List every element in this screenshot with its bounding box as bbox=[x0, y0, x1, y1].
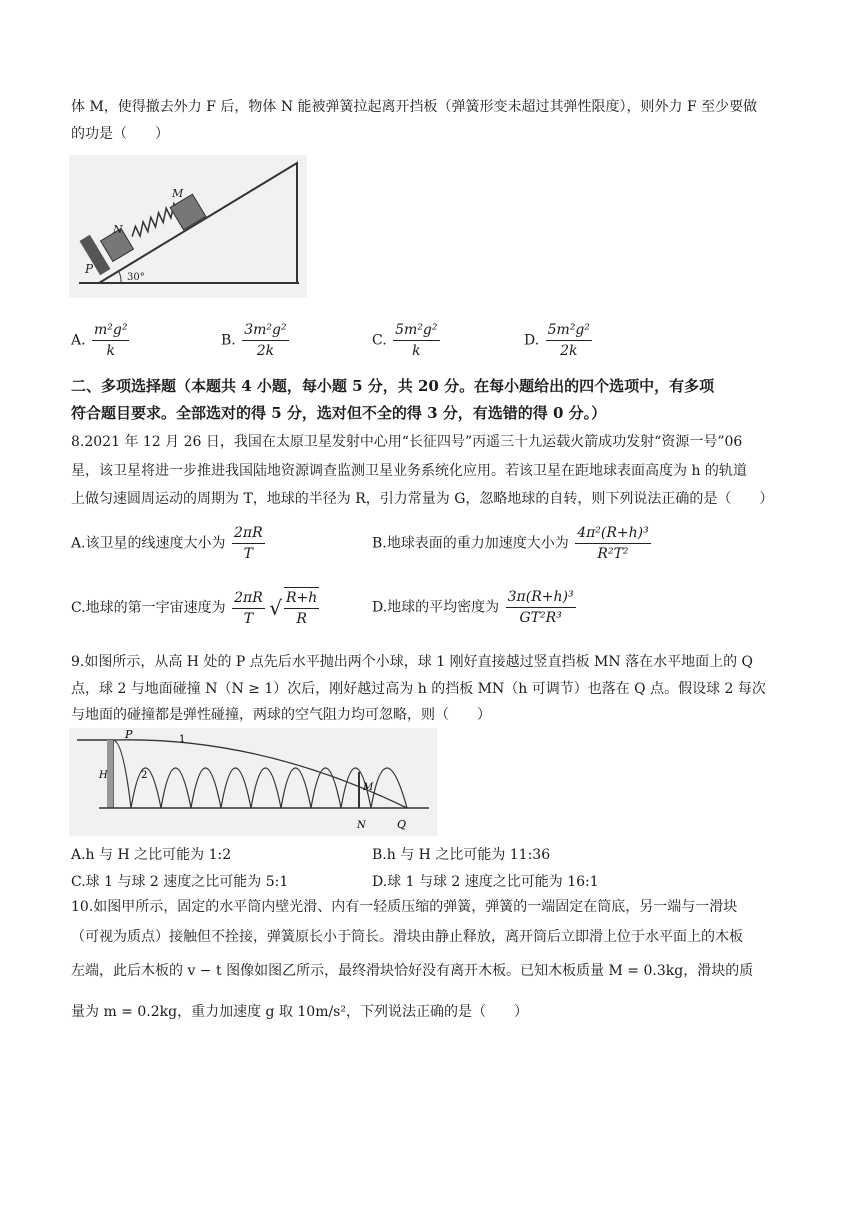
q9-option-d[interactable]: D.球 1 与球 2 速度之比可能为 16:1 bbox=[372, 874, 599, 890]
label-ball-2: 2 bbox=[141, 770, 148, 781]
fraction: $\frac{\text{4π²(R+h)³}}{\text{R²T²}}$ bbox=[577, 525, 649, 562]
q9-option-b[interactable]: B.h 与 H 之比可能为 11:36 bbox=[372, 847, 551, 863]
label-q: Q bbox=[397, 818, 407, 831]
q10-line-2: （可视为质点）接触但不拴接，弹簧原长小于筒长。滑块由静止释放，离开筒后立即滑上位于水平面上的木板 bbox=[71, 929, 743, 945]
label-angle: 30° bbox=[127, 272, 145, 283]
q9-line-1: 9.如图所示，从高 H 处的 P 点先后水平抛出两个小球，球 1 刚好直接越过竖直挡板 MN 落在水平地面上的 Q bbox=[71, 654, 754, 670]
fraction: $\frac{\text{m²g²}}{k}$ bbox=[94, 322, 128, 359]
label-m: M bbox=[172, 187, 184, 200]
q7-line-1: 体 M，使得撤去外力 F 后，物体 N 能被弹簧拉起离开挡板（弹簧形变未超过其弹性限度），则外力 F 至少要做 bbox=[71, 99, 758, 115]
fraction: $\frac{2\pi R}{T}$ bbox=[234, 589, 263, 627]
label-ball-1: 1 bbox=[179, 734, 186, 745]
label-n: N bbox=[357, 820, 366, 831]
fraction: $\frac{\text{5m²g²}}{2k}$ bbox=[547, 322, 591, 359]
q9-option-c[interactable]: C.球 1 与球 2 速度之比可能为 5:1 bbox=[71, 874, 289, 890]
q8-line-1: 8.2021 年 12 月 26 日，我国在太原卫星发射中心用“长征四号”丙遥三十九运载火箭成功发射“资源一号”06 bbox=[71, 434, 743, 450]
q8-option-b[interactable]: B.地球表面的重力加速度大小为 $\frac{\text{4π²(R+h)³}}{\text{R²T²}}$ bbox=[372, 525, 649, 562]
fraction: $\frac{\text{3m²g²}}{2k}$ bbox=[244, 322, 287, 359]
q8-option-c[interactable]: C.地球的第一宇宙速度为 $\frac{2\pi R}{T}$ √ $\frac{R+h}{R}$ bbox=[71, 587, 319, 629]
q10-line-1: 10.如图甲所示，固定的水平筒内壁光滑、内有一轻质压缩的弹簧，弹簧的一端固定在筒底，另一端与一滑块 bbox=[71, 899, 738, 915]
fraction: $\frac{\text{3π(R+h)³}}{\text{GT²R³}}$ bbox=[507, 589, 574, 626]
option-label: D. bbox=[524, 332, 540, 349]
q7-option-c[interactable] bbox=[372, 320, 440, 361]
label-p: P bbox=[85, 262, 94, 276]
option-label: B. bbox=[221, 332, 236, 349]
q7-line-2: 的功是（ ） bbox=[71, 126, 169, 142]
q7-option-d[interactable] bbox=[524, 320, 592, 361]
fraction: $\frac{\text{5m²g²}}{k}$ bbox=[395, 322, 438, 359]
q8-option-d[interactable]: D.地球的平均密度为 $\frac{\text{3π(R+h)³}}{\text{GT²R³}}$ bbox=[372, 589, 574, 626]
q7-option-a[interactable] bbox=[71, 320, 129, 361]
section-2-heading-line-2: 符合题目要求。全部选对的得 5 分，选对但不全的得 3 分，有选错的得 0 分。） bbox=[71, 404, 607, 422]
label-p: P bbox=[125, 728, 133, 741]
option-label: C. bbox=[372, 332, 387, 349]
incline-diagram bbox=[69, 155, 307, 298]
incline-spring-figure bbox=[69, 155, 307, 298]
sqrt-sign: √ bbox=[269, 596, 282, 620]
q9-option-a[interactable]: A.h 与 H 之比可能为 1:2 bbox=[71, 847, 232, 863]
q7-option-b[interactable] bbox=[221, 320, 289, 361]
section-2-heading-line-1: 二、多项选择题（本题共 4 小题，每小题 5 分，共 20 分。在每小题给出的四个选项中，有多项 bbox=[71, 377, 715, 395]
root-fraction: $\frac{R+h}{R}$ bbox=[284, 587, 319, 629]
fraction: $\frac{2\pi R}{T}$ bbox=[234, 525, 263, 562]
label-n: N bbox=[113, 223, 123, 236]
q10-line-4: 量为 m = 0.2kg，重力加速度 g 取 10m/s²，下列说法正确的是（ ） bbox=[71, 1004, 528, 1020]
label-m: M bbox=[363, 782, 374, 793]
q8-option-a[interactable]: A.该卫星的线速度大小为 $\frac{2\pi R}{T}$ bbox=[71, 525, 263, 562]
q10-line-3: 左端，此后木板的 v − t 图像如图乙所示，最终滑块恰好没有离开木板。已知木板质量 M = 0.3kg，滑块的质 bbox=[71, 963, 754, 979]
projectile-figure bbox=[69, 728, 437, 836]
q9-line-3: 与地面的碰撞都是弹性碰撞，两球的空气阻力均可忽略，则（ ） bbox=[71, 707, 491, 723]
option-label: A. bbox=[71, 332, 86, 349]
label-h: H bbox=[99, 770, 108, 781]
projectile-diagram bbox=[69, 728, 437, 836]
q9-line-2: 点，球 2 与地面碰撞 N（N ≥ 1）次后，刚好越过高为 h 的挡板 MN（h 可调节）也落在 Q 点。假设球 2 每次 bbox=[71, 681, 766, 697]
q8-line-2: 星，该卫星将进一步推进我国陆地资源调查监测卫星业务系统化应用。若该卫星在距地球表面高度为 h 的轨道 bbox=[71, 463, 747, 479]
q8-line-3: 上做匀速圆周运动的周期为 T，地球的半径为 R，引力常量为 G，忽略地球的自转，则下列说法正确的是（ ） bbox=[71, 491, 774, 507]
